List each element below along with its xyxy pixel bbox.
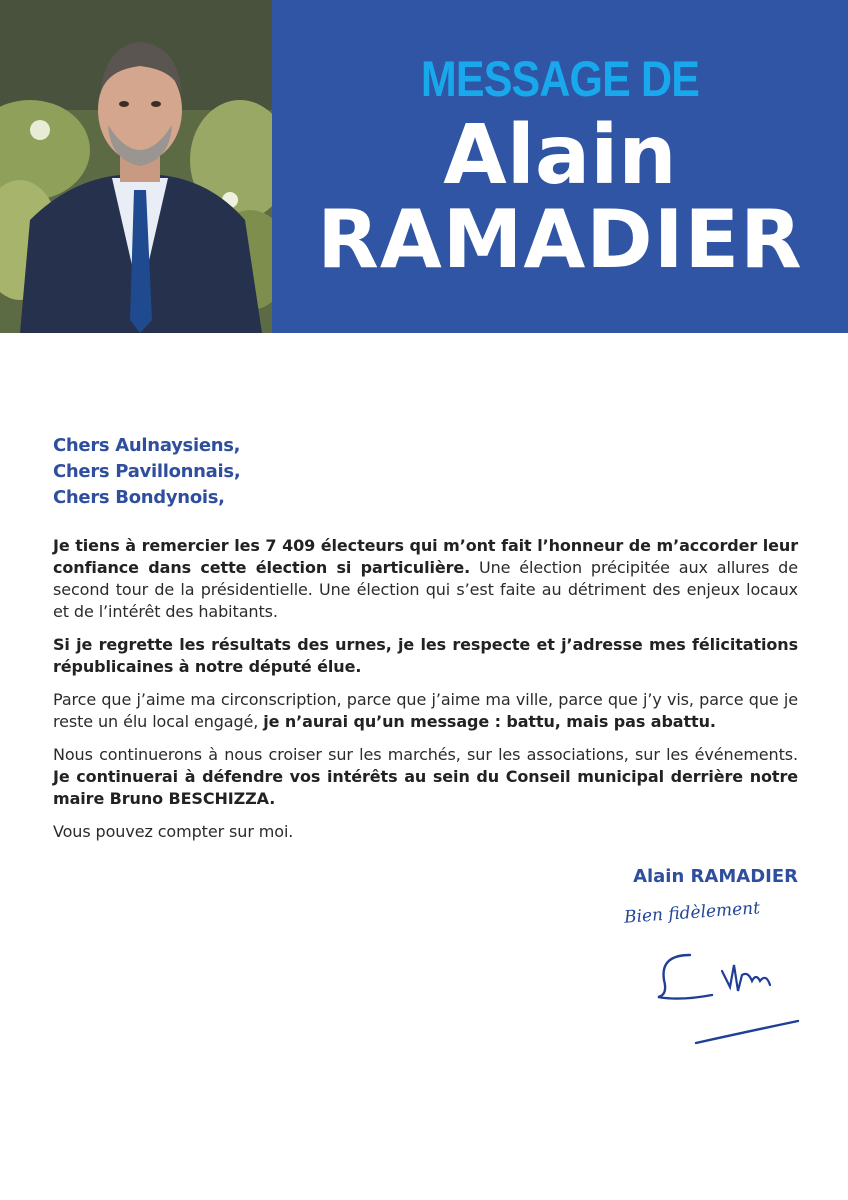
paragraph-emphasis: Je continuerai à défendre vos intérêts au sein du Conseil municipal derrière notre maire Bruno BESCHIZZA. <box>53 767 798 808</box>
greeting-line: Chers Bondynois, <box>53 487 225 508</box>
paragraph-text: Vous pouvez compter sur moi. <box>53 822 294 841</box>
handwritten-signature <box>650 935 810 1054</box>
signatory-name: Alain RAMADIER <box>633 866 798 887</box>
salutation <box>53 433 798 511</box>
greeting-line: Chers Aulnaysiens, <box>53 435 241 456</box>
header <box>0 0 848 333</box>
paragraph-text: Une élection précipitée aux allures de second tour de la présidentielle. Une élection qui s’est faite au détriment des enjeux locaux et de l’intérêt des habitants. <box>53 558 798 621</box>
banner-first-name: Alain <box>443 108 677 203</box>
signature-drawing <box>650 935 810 1050</box>
paragraph <box>53 744 798 810</box>
paragraph <box>53 689 798 733</box>
closing-phrase: Bien fidèlement <box>623 898 761 928</box>
paragraph <box>53 634 798 678</box>
portrait-illustration <box>0 0 272 333</box>
paragraph <box>53 821 798 843</box>
paragraph-text: Nous continuerons à nous croiser sur les marchés, sur les associations, sur les événements. <box>53 745 798 764</box>
paragraph-emphasis: je n’aurai qu’un message : battu, mais pas abattu. <box>263 712 716 731</box>
paragraph <box>53 535 798 623</box>
paragraph-emphasis: Si je regrette les résultats des urnes, je les respecte et j’adresse mes félicitations républicaines à notre député élue. <box>53 635 798 676</box>
greeting-line: Chers Pavillonnais, <box>53 461 241 482</box>
title-banner <box>272 0 848 333</box>
banner-last-name: RAMADIER <box>317 193 803 286</box>
letter-body <box>53 535 798 843</box>
banner-kicker: MESSAGE DE <box>420 51 700 107</box>
portrait-photo <box>0 0 272 333</box>
paragraph-text: Parce que j’aime ma circonscription, parce que j’aime ma ville, parce que j’y vis, parce que je reste un élu local engagé, <box>53 690 798 731</box>
letter-content <box>53 433 798 854</box>
paragraph-emphasis: Je tiens à remercier les 7 409 électeurs qui m’ont fait l’honneur de m’accorder leur confiance dans cette élection si particulière. <box>53 536 798 577</box>
